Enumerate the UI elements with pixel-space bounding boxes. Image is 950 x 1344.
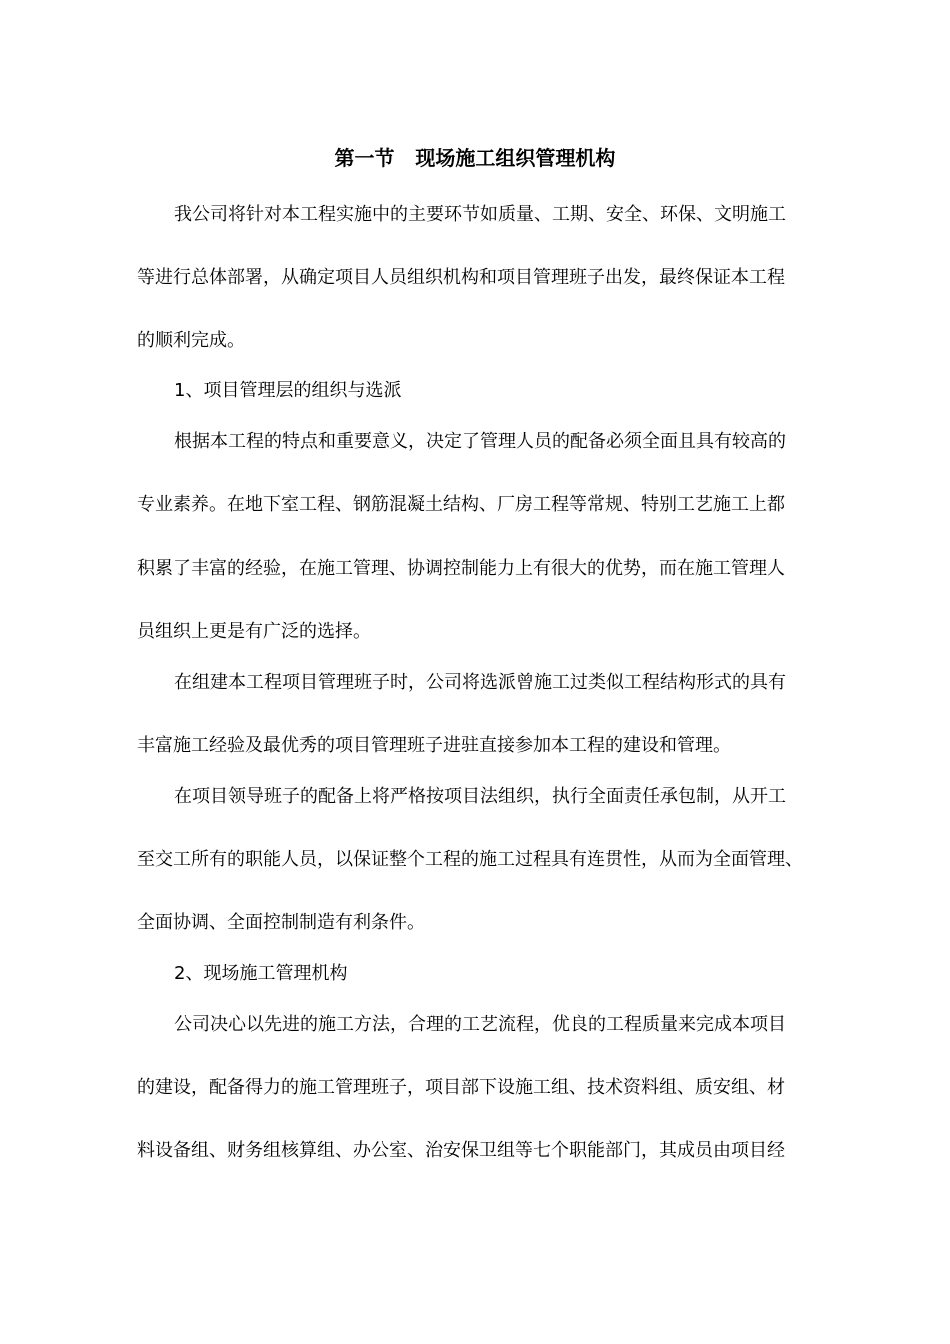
paragraph-3-line-1: 在组建本工程项目管理班子时，公司将选派曾施工过类似工程结构形式的具有 bbox=[174, 672, 786, 693]
paragraph-4-line-3: 全面协调、全面控制制造有利条件。 bbox=[137, 912, 425, 933]
paragraph-2-line-1: 根据本工程的特点和重要意义，决定了管理人员的配备必须全面且具有较高的 bbox=[174, 431, 786, 452]
paragraph-5-line-3: 料设备组、财务组核算组、办公室、治安保卫组等七个职能部门，其成员由项目经 bbox=[137, 1140, 785, 1161]
paragraph-2-line-2: 专业素养。在地下室工程、钢筋混凝土结构、厂房工程等常规、特别工艺施工上都 bbox=[137, 494, 785, 515]
paragraph-1-line-2: 等进行总体部署，从确定项目人员组织机构和项目管理班子出发，最终保证本工程 bbox=[137, 267, 785, 288]
paragraph-1-line-1: 我公司将针对本工程实施中的主要环节如质量、工期、安全、环保、文明施工 bbox=[174, 204, 786, 225]
paragraph-4-line-1: 在项目领导班子的配备上将严格按项目法组织，执行全面责任承包制，从开工 bbox=[174, 786, 786, 807]
paragraph-4-line-2: 至交工所有的职能人员，以保证整个工程的施工过程具有连贯性，从而为全面管理、 bbox=[137, 849, 803, 870]
paragraph-2-line-4: 员组织上更是有广泛的选择。 bbox=[137, 621, 371, 642]
paragraph-5-line-1: 公司决心以先进的施工方法，合理的工艺流程，优良的工程质量来完成本项目 bbox=[174, 1014, 786, 1035]
paragraph-1-line-3: 的顺利完成。 bbox=[137, 330, 245, 351]
heading-1: 1、项目管理层的组织与选派 bbox=[174, 380, 402, 401]
paragraph-2-line-3: 积累了丰富的经验，在施工管理、协调控制能力上有很大的优势，而在施工管理人 bbox=[137, 558, 785, 579]
paragraph-3-line-2: 丰富施工经验及最优秀的项目管理班子进驻直接参加本工程的建设和管理。 bbox=[137, 735, 731, 756]
heading-2: 2、现场施工管理机构 bbox=[174, 963, 348, 984]
section-title: 第一节 现场施工组织管理机构 bbox=[334, 146, 616, 170]
paragraph-5-line-2: 的建设，配备得力的施工管理班子，项目部下设施工组、技术资料组、质安组、材 bbox=[137, 1077, 785, 1098]
